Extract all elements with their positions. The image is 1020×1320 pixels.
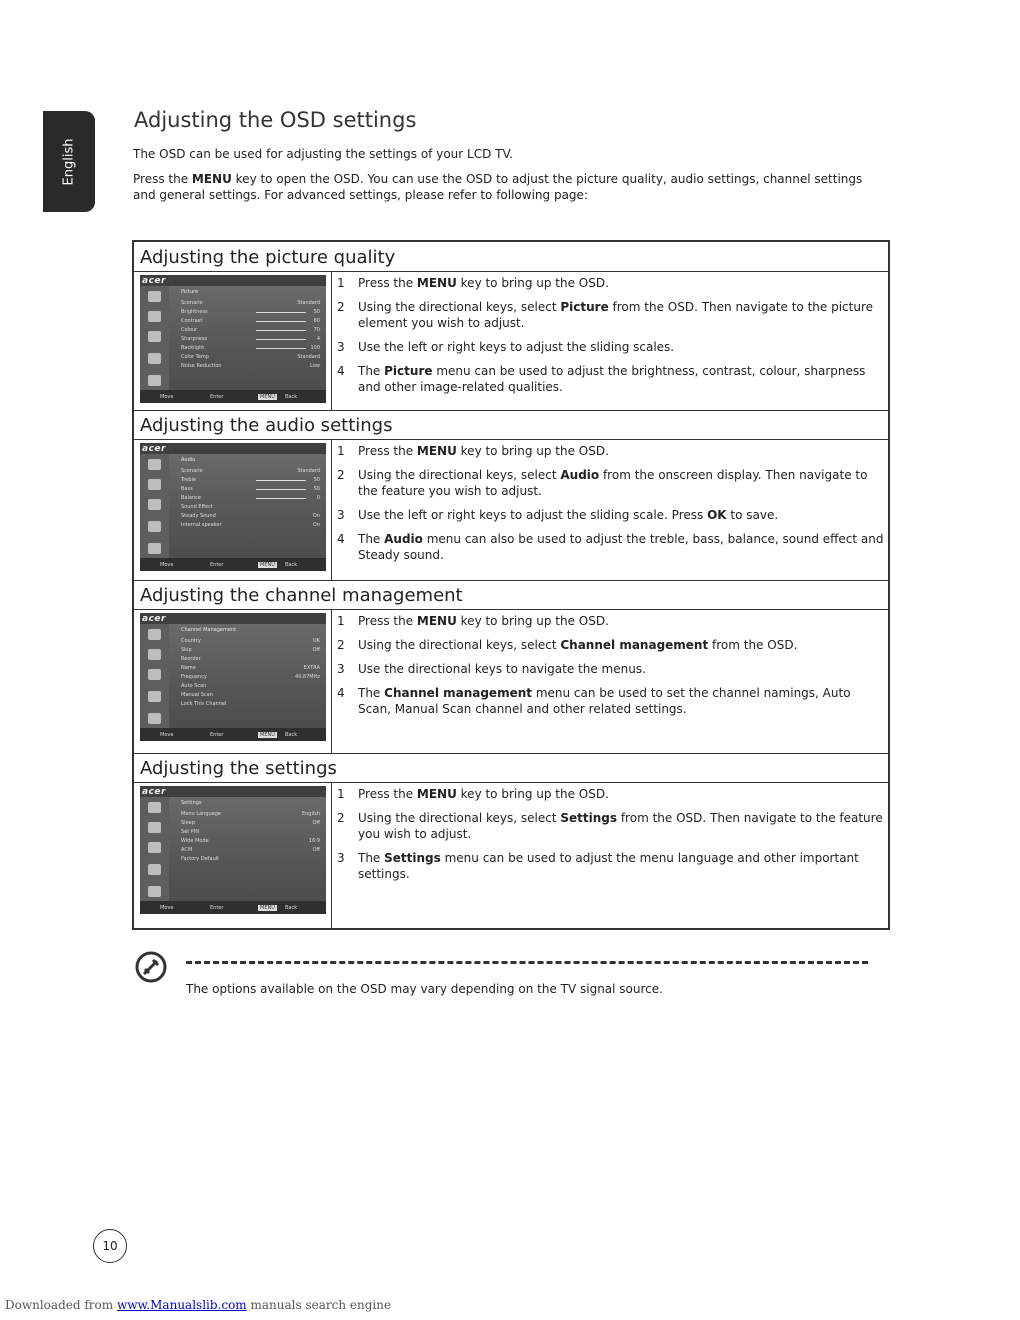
osd-row: Frequency 49.87MHz (181, 674, 320, 680)
step-item: 4 The Channel management menu can be used to set the channel namings, Auto Scan, Manual Scan channel and other related settings. (337, 686, 851, 716)
osd-menu-icon (148, 459, 161, 470)
page-title: Adjusting the OSD settings (134, 108, 417, 132)
osd-menu-title: Picture (181, 289, 199, 295)
language-tab (43, 111, 95, 212)
osd-screenshot (140, 613, 326, 741)
section-body (134, 783, 888, 928)
step-item: 2 Using the directional keys, select Audio from the onscreen display. Then navigate to the feature you wish to adjust. (337, 468, 868, 498)
osd-row: Scenario Standard (181, 300, 320, 306)
osd-bottom-bar: Move Enter MENU Back (140, 390, 326, 403)
osd-menu-icon (148, 802, 161, 813)
steps-list (337, 275, 884, 403)
osd-row: Scenario Standard (181, 468, 320, 474)
osd-row: Set PIN (181, 829, 200, 835)
osd-screenshot-cell (134, 783, 332, 928)
footer: Downloaded from www.Manualslib.com manuals search engine (5, 1298, 392, 1312)
osd-row: Reorder (181, 656, 201, 662)
osd-slider (256, 489, 306, 490)
osd-row: Color Temp Standard (181, 354, 320, 360)
osd-row: Country UK (181, 638, 320, 644)
osd-bottom-bar: Move Enter MENU Back (140, 728, 326, 741)
osd-menu-title: Settings (181, 800, 202, 806)
osd-slider (256, 339, 306, 340)
osd-row: Auto Scan (181, 683, 207, 689)
osd-menu-title: Channel Management (181, 627, 237, 633)
osd-menu-icon (148, 649, 161, 660)
osd-screenshot-cell (134, 272, 332, 410)
osd-slider (256, 312, 306, 313)
osd-slider (256, 480, 306, 481)
acer-logo: acer (142, 614, 166, 624)
section-title: Adjusting the picture quality (134, 242, 888, 272)
section-4 (134, 753, 888, 928)
osd-menu-title: Audio (181, 457, 196, 463)
step-item: 1 Press the MENU key to bring up the OSD. (337, 444, 609, 458)
osd-row: ACM Off (181, 847, 320, 853)
osd-row: Wide Mode 16:9 (181, 838, 320, 844)
osd-menu-icon (148, 375, 161, 386)
section-title: Adjusting the settings (134, 753, 888, 783)
osd-menu-icon (148, 331, 161, 342)
osd-row: Backlight 100 (181, 345, 320, 351)
osd-row: Bass 50 (181, 486, 320, 492)
step-item: 4 The Picture menu can be used to adjust the brightness, contrast, colour, sharpness and other image-related qualities. (337, 364, 866, 394)
osd-row: Colour 70 (181, 327, 320, 333)
osd-top-bar (140, 443, 326, 454)
osd-row: Factory Default (181, 856, 220, 862)
osd-menu-icon (148, 842, 161, 853)
osd-menu-icon (148, 886, 161, 897)
osd-row: Menu Language English (181, 811, 320, 817)
osd-slider (256, 321, 306, 322)
acer-logo: acer (142, 444, 166, 454)
osd-top-bar (140, 786, 326, 797)
section-3 (134, 580, 888, 753)
osd-row: Name EXTRA (181, 665, 320, 671)
step-item: 4 The Audio menu can also be used to adjust the treble, bass, balance, sound effect and Steady sound. (337, 532, 884, 562)
intro-line-2: Press the MENU key to open the OSD. You can use the OSD to adjust the picture quality, audio settings, channel settings and general settings. For advanced settings, please refer to following page: (133, 172, 863, 202)
osd-row: Contrast 80 (181, 318, 320, 324)
steps-list (337, 613, 884, 725)
step-item: 1 Press the MENU key to bring up the OSD. (337, 787, 609, 801)
osd-row: Manual Scan (181, 692, 213, 698)
osd-slider (256, 498, 306, 499)
section-title: Adjusting the channel management (134, 580, 888, 610)
acer-logo: acer (142, 276, 166, 286)
step-item: 2 Using the directional keys, select Settings from the OSD. Then navigate to the feature you wish to adjust. (337, 811, 883, 841)
step-item: 3 Use the directional keys to navigate the menus. (337, 662, 646, 676)
step-item: 2 Using the directional keys, select Channel management from the OSD. (337, 638, 798, 652)
step-item: 2 Using the directional keys, select Picture from the OSD. Then navigate to the picture element you wish to adjust. (337, 300, 873, 330)
osd-menu-icon (148, 543, 161, 554)
section-body (134, 272, 888, 410)
osd-row: Steady Sound On (181, 513, 320, 519)
osd-menu-icon (148, 629, 161, 640)
section-body (134, 440, 888, 580)
osd-row: Brightness 50 (181, 309, 320, 315)
steps-list (337, 443, 884, 571)
step-item: 3 Use the left or right keys to adjust the sliding scale. Press OK to save. (337, 508, 779, 522)
language-tab-label: English (61, 138, 77, 185)
osd-menu-icon (148, 822, 161, 833)
osd-row: Sleep Off (181, 820, 320, 826)
osd-row: Sound Effect (181, 504, 213, 510)
osd-bottom-bar: Move Enter MENU Back (140, 558, 326, 571)
osd-menu-icon (148, 291, 161, 302)
osd-screenshot-cell (134, 610, 332, 753)
osd-row: Skip Off (181, 647, 320, 653)
osd-row: Sharpness 4 (181, 336, 320, 342)
osd-slider (256, 330, 306, 331)
note-divider (186, 961, 868, 964)
osd-slider (256, 348, 306, 349)
osd-top-bar (140, 275, 326, 286)
osd-menu-icon (148, 479, 161, 490)
page-number: 10 (93, 1229, 127, 1263)
steps-list (337, 786, 884, 890)
osd-menu-icon (148, 311, 161, 322)
section-title: Adjusting the audio settings (134, 410, 888, 440)
osd-screenshot (140, 275, 326, 403)
osd-instructions-table (132, 240, 890, 930)
osd-row: Noise Reduction Low (181, 363, 320, 369)
osd-row: Internal speaker On (181, 522, 320, 528)
osd-top-bar (140, 613, 326, 624)
step-item: 1 Press the MENU key to bring up the OSD. (337, 276, 609, 290)
osd-row: Treble 50 (181, 477, 320, 483)
intro-line-1: The OSD can be used for adjusting the settings of your LCD TV. (133, 147, 513, 161)
osd-screenshot (140, 786, 326, 914)
section-body (134, 610, 888, 753)
section-1 (134, 242, 888, 410)
step-item: 3 Use the left or right keys to adjust the sliding scales. (337, 340, 675, 354)
section-2 (134, 410, 888, 580)
step-item: 1 Press the MENU key to bring up the OSD. (337, 614, 609, 628)
osd-menu-icon (148, 669, 161, 680)
osd-bottom-bar: Move Enter MENU Back (140, 901, 326, 914)
osd-menu-icon (148, 864, 161, 875)
osd-screenshot (140, 443, 326, 571)
manualslib-link[interactable]: www.Manualslib.com (116, 1298, 247, 1312)
osd-row: Balance 0 (181, 495, 320, 501)
osd-menu-icon (148, 499, 161, 510)
osd-row: Lock This Channel (181, 701, 227, 707)
osd-screenshot-cell (134, 440, 332, 580)
step-item: 3 The Settings menu can be used to adjust the menu language and other important settings. (337, 851, 859, 881)
osd-menu-icon (148, 713, 161, 724)
osd-menu-icon (148, 521, 161, 532)
acer-logo: acer (142, 787, 166, 797)
osd-menu-icon (148, 691, 161, 702)
note-icon (135, 951, 167, 983)
osd-menu-icon (148, 353, 161, 364)
note-text: The options available on the OSD may vary depending on the TV signal source. (186, 982, 663, 996)
